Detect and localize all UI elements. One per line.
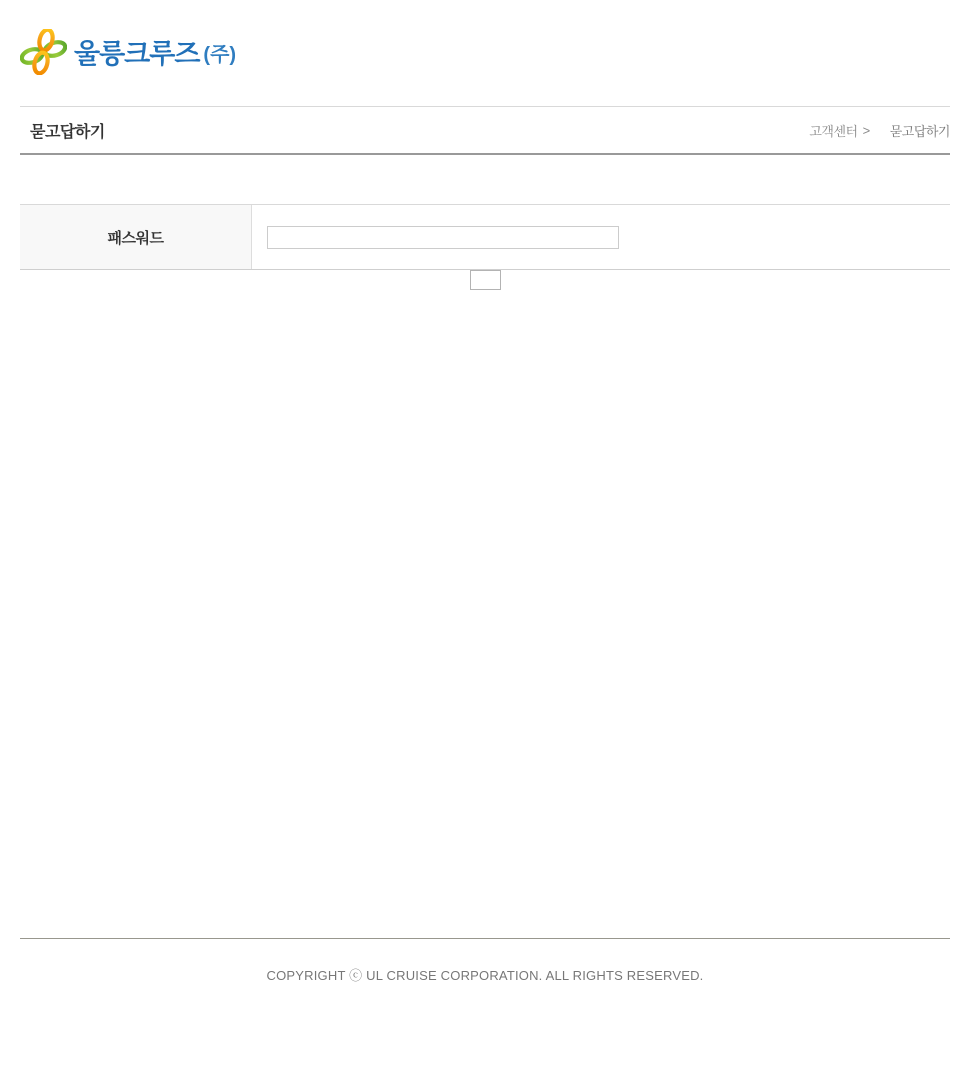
password-input[interactable] [267, 226, 619, 249]
footer [0, 938, 970, 984]
password-label: 패스워드 [107, 229, 164, 247]
password-label-cell [20, 205, 252, 269]
footer-divider [20, 938, 950, 939]
breadcrumb [809, 121, 950, 140]
breadcrumb-parent-link[interactable]: 고객센터 [809, 123, 858, 139]
brand-logo-link[interactable] [20, 29, 236, 75]
page-title: 묻고답하기 [30, 123, 105, 141]
site-header [20, 28, 950, 75]
brand-logo-suffix: (주) [203, 44, 237, 66]
breadcrumb-separator: > [862, 122, 870, 138]
brand-logo-text: 울릉크루즈 [74, 39, 200, 69]
page-title-bar [20, 106, 950, 155]
breadcrumb-current[interactable]: 묻고답하기 [889, 123, 950, 139]
copyright-text: COPYRIGHT ⓒ UL CRUISE CORPORATION. ALL RIGHTS RESERVED. [266, 968, 704, 983]
password-input-cell [252, 205, 950, 269]
brand-flower-icon [20, 29, 67, 75]
button-row [0, 270, 970, 290]
password-table [20, 204, 950, 270]
confirm-button[interactable] [470, 270, 501, 290]
